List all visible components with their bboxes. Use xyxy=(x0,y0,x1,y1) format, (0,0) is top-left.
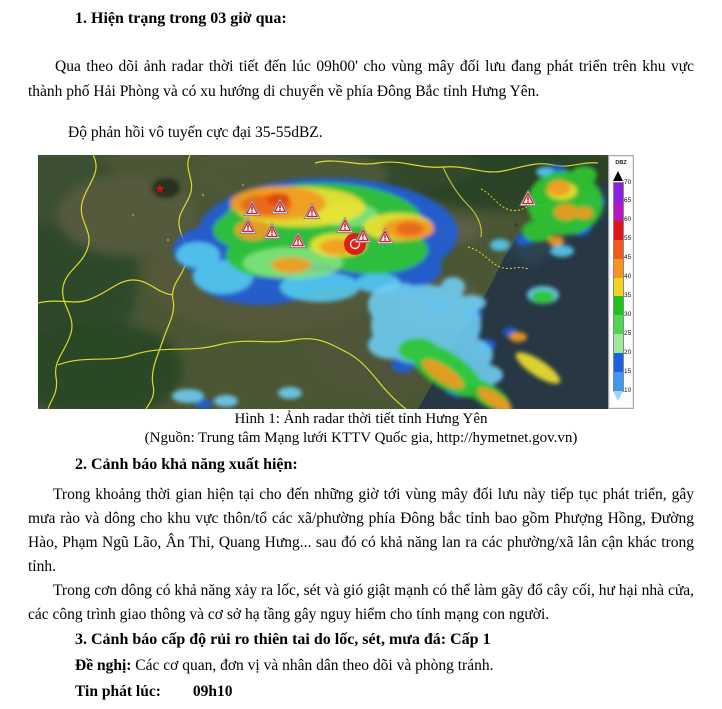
radar-map-image xyxy=(38,155,608,409)
legend-tick-label: 35 xyxy=(624,291,632,299)
request-text: Các cơ quan, đơn vị và nhân dân theo dõi và phòng tránh. xyxy=(131,657,494,674)
dbz-legend xyxy=(608,155,634,409)
legend-tick-label: 25 xyxy=(624,329,632,337)
section1-paragraph: Qua theo dõi ảnh radar thời tiết đến lúc 09h00' cho vùng mây đối lưu đang phát triển trên khu vực thành phố Hải Phòng và có xu hướng di chuyển về phía Đông Bắc tỉnh Hưng Yên. xyxy=(28,58,694,100)
request-line xyxy=(75,655,694,676)
section3-heading: 3. Cảnh báo cấp độ rủi ro thiên tai do lốc, sét, mưa đá: Cấp 1 xyxy=(75,631,491,648)
legend-color-segment xyxy=(614,221,623,240)
radar-figure xyxy=(38,155,634,409)
legend-tick-label: 20 xyxy=(624,348,632,356)
figure-source: (Nguồn: Trung tâm Mạng lưới KTTV Quốc gia, http://hymetnet.gov.vn) xyxy=(144,430,578,446)
legend-tick-label: 10 xyxy=(624,386,632,394)
legend-bar xyxy=(613,182,624,392)
legend-title: DBZ xyxy=(615,160,627,166)
legend-color-segment xyxy=(614,372,623,391)
legend-color-segment xyxy=(614,296,623,315)
section2-paragraph1: Trong khoảng thời gian hiện tại cho đến những giờ tới vùng mây đối lưu này tiếp tục phát triển, gây mưa rào và dông cho khu vực thôn/tổ các xã/phường phía Đông bắc tỉnh bao gồm Phượng Hồng, Đường Hào, Phạm Ngũ Lão, Ân Thi, Quang Hưng... sau đó có khả năng lan ra các phường/xã lân cận khác trong tỉnh. xyxy=(28,486,694,575)
legend-tick-label: 40 xyxy=(624,273,632,281)
legend-up-arrow-icon xyxy=(613,171,623,181)
legend-color-segment xyxy=(614,240,623,259)
legend-tick-label: 55 xyxy=(624,235,632,243)
legend-color-segment xyxy=(614,353,623,372)
legend-color-segment xyxy=(614,183,623,202)
section1-heading: 1. Hiện trạng trong 03 giờ qua: xyxy=(75,10,287,27)
legend-tick-label: 15 xyxy=(624,367,632,375)
legend-color-segment xyxy=(614,259,623,278)
issued-line xyxy=(75,681,694,702)
legend-tick-label: 70 xyxy=(624,178,632,186)
legend-color-segment xyxy=(614,334,623,353)
issued-value: 09h10 xyxy=(192,683,233,700)
legend-tick-label: 60 xyxy=(624,216,632,224)
red-star-marker: ★ xyxy=(154,181,166,196)
legend-tick-label: 30 xyxy=(624,310,632,318)
legend-color-segment xyxy=(614,315,623,334)
issued-label: Tin phát lúc: xyxy=(75,683,161,700)
section2-paragraph2: Trong cơn dông có khả năng xảy ra lốc, sét và gió giật mạnh có thể làm gãy đổ cây cối, hư hại nhà cửa, các công trình giao thông và cơ sở hạ tầng gây nguy hiểm cho tính mạng con người. xyxy=(28,582,694,623)
figure-caption: Hình 1: Ảnh radar thời tiết tỉnh Hưng Yên xyxy=(234,411,488,427)
legend-tick-label: 65 xyxy=(624,197,632,205)
reflectivity-line: Độ phản hồi vô tuyến cực đại 35-55dBZ. xyxy=(68,124,323,141)
legend-color-segment xyxy=(614,202,623,221)
legend-ticks xyxy=(624,178,635,394)
legend-down-arrow-icon xyxy=(613,391,623,401)
legend-color-segment xyxy=(614,278,623,297)
request-label: Đề nghị: xyxy=(75,657,132,674)
radar-map-svg xyxy=(38,155,608,409)
section2-heading: 2. Cảnh báo khả năng xuất hiện: xyxy=(75,456,298,473)
legend-tick-label: 45 xyxy=(624,254,632,262)
